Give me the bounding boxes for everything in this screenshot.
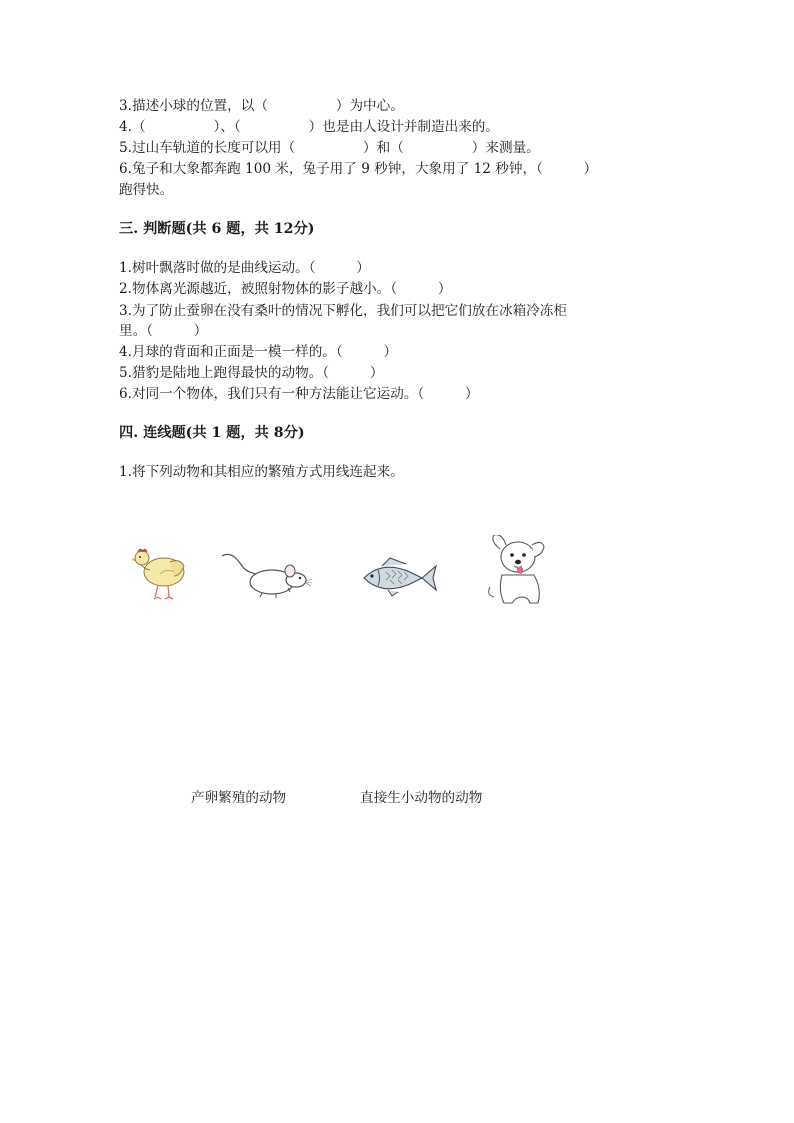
- mouse-icon: [218, 548, 314, 604]
- judgment-item-3-cont: 里。（ ）: [119, 323, 208, 339]
- judgment-item-5: 5.猎豹是陆地上跑得最快的动物。（ ）: [119, 365, 384, 381]
- judgment-item-6: 6.对同一个物体，我们只有一种方法能让它运动。（ ）: [119, 386, 479, 402]
- fill-blank-item-6-cont: 跑得快。: [119, 182, 174, 198]
- judgment-heading: 三. 判断题(共 6 题，共 12分): [119, 221, 315, 237]
- fill-blank-item-4: 4.（ ）、（ ）也是由人设计并制造出来的。: [119, 119, 499, 135]
- judgment-item-1: 1.树叶飘落时做的是曲线运动。（ ）: [119, 260, 370, 276]
- judgment-item-4: 4.月球的背面和正面是一模一样的。（ ）: [119, 344, 398, 360]
- chicken-icon: [130, 540, 192, 602]
- fish-icon: [360, 556, 440, 602]
- fill-blank-item-6: 6.兔子和大象都奔跑 100 米，兔子用了 9 秒钟，大象用了 12 秒钟，（ ）: [119, 161, 598, 177]
- category-oviparous: 产卵繁殖的动物: [191, 790, 287, 806]
- judgment-item-3: 3.为了防止蚕卵在没有桑叶的情况下孵化，我们可以把它们放在冰箱冷冻柜: [119, 303, 567, 319]
- matching-heading: 四. 连线题(共 1 题，共 8分): [119, 425, 305, 441]
- category-viviparous: 直接生小动物的动物: [360, 790, 483, 806]
- fill-blank-item-5: 5.过山车轨道的长度可以用（ ）和（ ）来测量。: [119, 140, 540, 156]
- judgment-item-2: 2.物体离光源越近，被照射物体的影子越小。（ ）: [119, 281, 452, 297]
- fill-blank-item-3: 3.描述小球的位置，以（ ）为中心。: [119, 98, 404, 114]
- matching-instruction: 1.将下列动物和其相应的繁殖方式用线连起来。: [119, 464, 404, 480]
- dog-icon: [486, 535, 548, 609]
